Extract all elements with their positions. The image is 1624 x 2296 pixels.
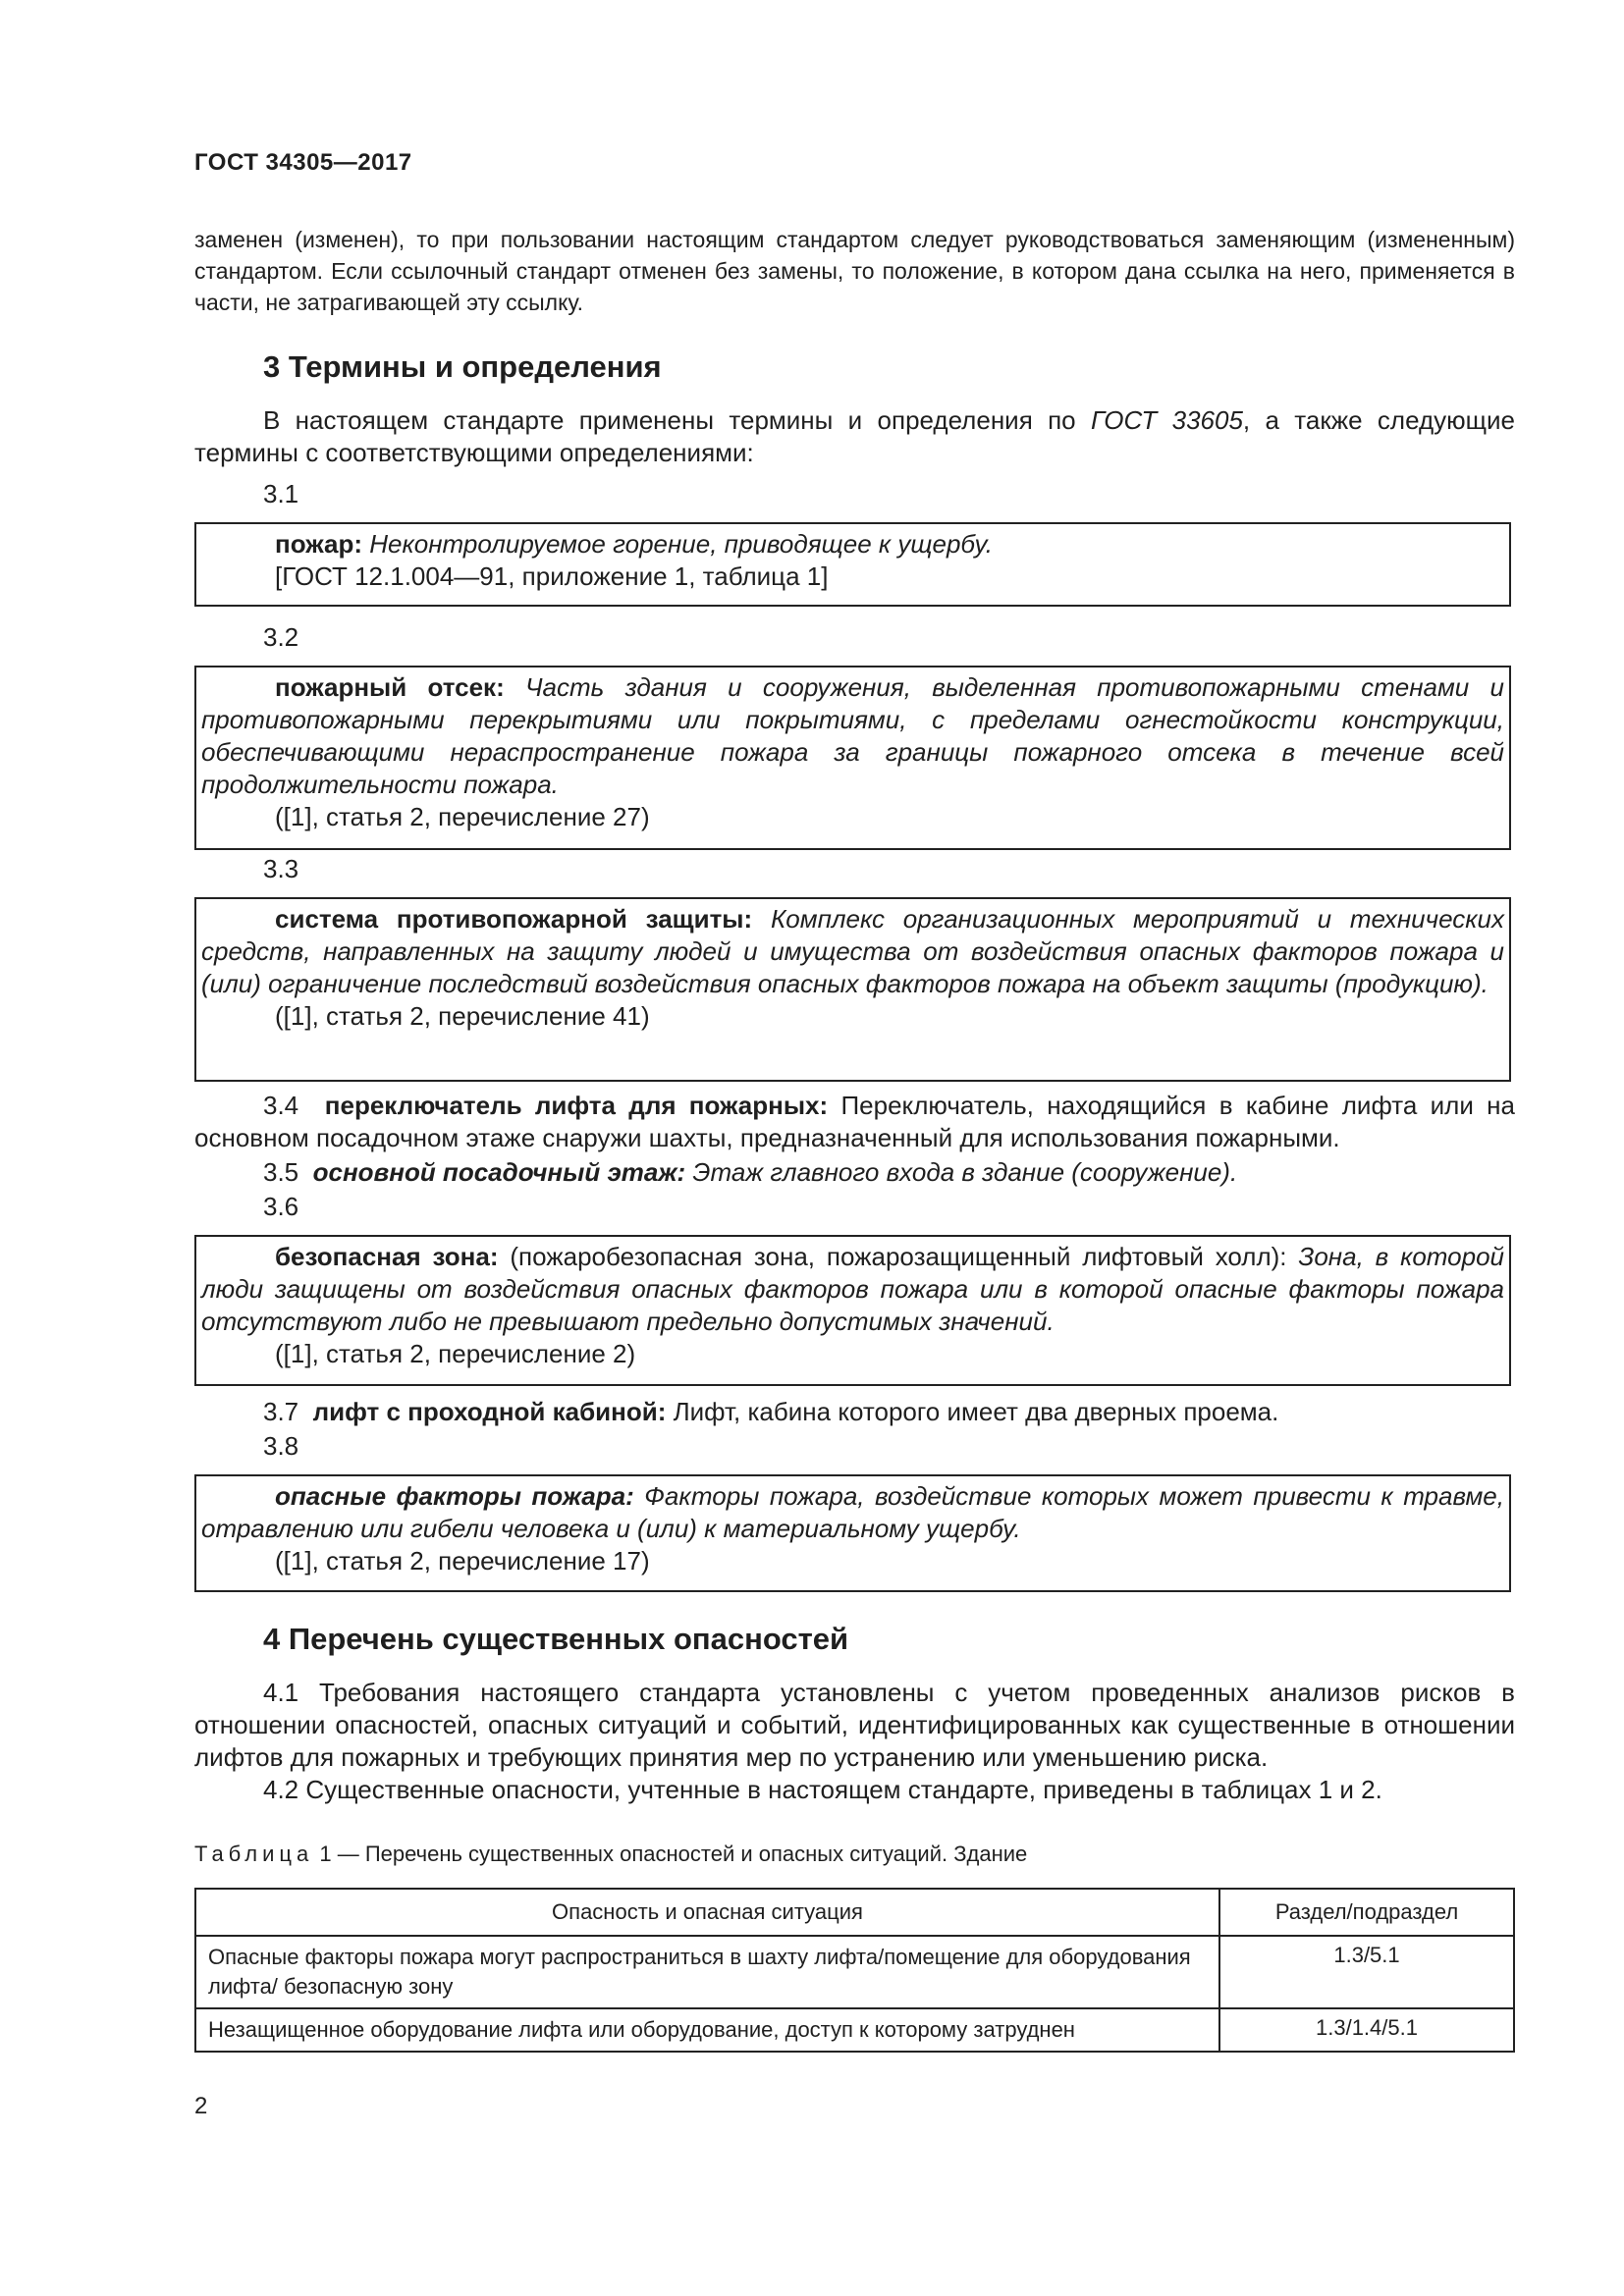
table-header-section: Раздел/подраздел	[1219, 1889, 1514, 1936]
term-3-8-definition: Факторы пожара, воздействие которых может привести к травме, отравлению или гибели человека и (или) к материальному ущербу.	[201, 1481, 1504, 1543]
term-3-6-source: ([1], статья 2, перечисление 2)	[275, 1339, 636, 1368]
term-3-2-source: ([1], статья 2, перечисление 27)	[275, 802, 650, 831]
section-3-lead	[194, 404, 1515, 469]
term-3-1-definition: Неконтролируемое горение, приводящее к ущербу.	[362, 529, 993, 559]
term-3-6-alt-names: (пожаробезопасная зона, пожарозащищенный лифтовый холл):	[498, 1242, 1287, 1271]
term-3-4-term: переключатель лифта для пожарных:	[324, 1091, 829, 1120]
term-3-6-number: 3.6	[263, 1192, 299, 1221]
table-cell-section: 1.3/1.4/5.1	[1219, 2008, 1514, 2052]
lead-reference: ГОСТ 33605	[1090, 405, 1243, 435]
term-3-2-definition: Часть здания и сооружения, выделенная противопожарными стенами и противопожарными перекрытиями или покрытиями, с пределами огнестойкости конструкции, обеспечивающими нераспространение пожара за границы пожарного отсека в течение всей продолжительности пожара.	[201, 672, 1504, 799]
table-cell-section: 1.3/5.1	[1219, 1936, 1514, 2008]
term-3-6-definition: Зона, в которой люди защищены от воздействия опасных факторов пожара или в которой опасные факторы пожара отсутствуют либо не превышают предельно допустимых значений.	[201, 1242, 1505, 1336]
paragraph-4-1: 4.1 Требования настоящего стандарта установлены с учетом проведенных анализов рисков в отношении опасностей, опасных ситуаций и событий, идентифицированных как существенные в отношении лифтов для пожарных и требующих принятия мер по устранению или уменьшению риска.	[194, 1678, 1515, 1772]
table-1-caption-text: 1 — Перечень существенных опасностей и опасных ситуаций. Здание	[313, 1842, 1028, 1866]
term-3-3-number: 3.3	[263, 854, 299, 883]
standard-code: ГОСТ 34305—2017	[194, 149, 412, 176]
section-4-heading: 4 Перечень существенных опасностей	[263, 1622, 849, 1656]
term-3-3-term: система противопожарной защиты:	[275, 904, 753, 934]
term-3-8-term: опасные факторы пожара:	[275, 1481, 634, 1511]
term-3-8-box	[194, 1474, 1511, 1592]
term-3-3-source: ([1], статья 2, перечисление 41)	[275, 1001, 650, 1031]
term-3-2-term: пожарный отсек:	[275, 672, 505, 702]
term-3-5-line	[263, 1156, 1515, 1189]
table-header-hazard: Опасность и опасная ситуация	[195, 1889, 1219, 1936]
term-3-6-term: безопасная зона:	[275, 1242, 499, 1271]
intro-block	[194, 224, 1515, 318]
term-3-1-number: 3.1	[263, 479, 299, 508]
intro-paragraph: заменен (изменен), то при пользовании настоящим стандартом следует руководствоваться заменяющим (измененным) стандартом. Если ссылочный стандарт отменен без замены, то положение, в котором дана ссылка на него, применяется в части, не затрагивающей эту ссылку.	[194, 227, 1515, 315]
term-3-1-term: пожар:	[275, 529, 362, 559]
term-3-7-line	[263, 1396, 1515, 1428]
lead-before: В настоящем стандарте применены термины и определения по	[263, 405, 1091, 435]
table-1	[194, 1888, 1515, 2053]
table-cell-hazard: Незащищенное оборудование лифта или оборудование, доступ к которому затруднен	[195, 2008, 1219, 2052]
term-3-8-source: ([1], статья 2, перечисление 17)	[275, 1546, 650, 1575]
table-header-row	[195, 1889, 1514, 1936]
section-4-body	[194, 1677, 1515, 1806]
page-number: 2	[194, 2093, 208, 2119]
term-3-1-source: [ГОСТ 12.1.004—91, приложение 1, таблица 1]	[275, 561, 829, 591]
term-3-3-definition: Комплекс организационных мероприятий и технических средств, направленных на защиту людей и имущества от воздействия опасных факторов пожара и (или) ограничение последствий воздействия опасных факторов пожара на объект защиты (продукцию).	[201, 904, 1505, 998]
table-1-caption-word: Таблица	[194, 1842, 314, 1866]
term-3-3-box	[194, 897, 1511, 1082]
term-3-4-number: 3.4	[263, 1091, 299, 1120]
term-3-5-number: 3.5	[263, 1157, 299, 1187]
term-3-5-definition: Этаж главного входа в здание (сооружение).	[685, 1157, 1238, 1187]
table-cell-hazard: Опасные факторы пожара могут распространиться в шахту лифта/помещение для оборудования лифта/ безопасную зону	[195, 1936, 1219, 2008]
paragraph-4-2: 4.2 Существенные опасности, учтенные в настоящем стандарте, приведены в таблицах 1 и 2.	[263, 1775, 1382, 1804]
term-3-2-box	[194, 666, 1511, 850]
term-3-1-box	[194, 522, 1511, 607]
term-3-7-definition: Лифт, кабина которого имеет два дверных проема.	[666, 1397, 1279, 1426]
lead-after: , а также следующие термины с соответствующими определениями:	[194, 405, 1516, 467]
term-3-7-number: 3.7	[263, 1397, 299, 1426]
section-3-heading: 3 Термины и определения	[263, 349, 662, 384]
document-page	[194, 0, 1515, 2296]
term-3-4-definition: Переключатель, находящийся в кабине лифта или на основном посадочном этаже снаружи шахты, предназначенный для использования пожарными.	[194, 1091, 1516, 1152]
term-3-5-term: основной посадочный этаж:	[312, 1157, 686, 1187]
table-1-caption	[194, 1842, 1027, 1867]
table-row	[195, 2008, 1514, 2052]
term-3-7-term: лифт с проходной кабиной:	[312, 1397, 667, 1426]
table-row	[195, 1936, 1514, 2008]
term-3-8-number: 3.8	[263, 1431, 299, 1461]
term-3-2-number: 3.2	[263, 622, 299, 652]
term-3-4-paragraph	[194, 1090, 1515, 1154]
term-3-6-box	[194, 1235, 1511, 1386]
